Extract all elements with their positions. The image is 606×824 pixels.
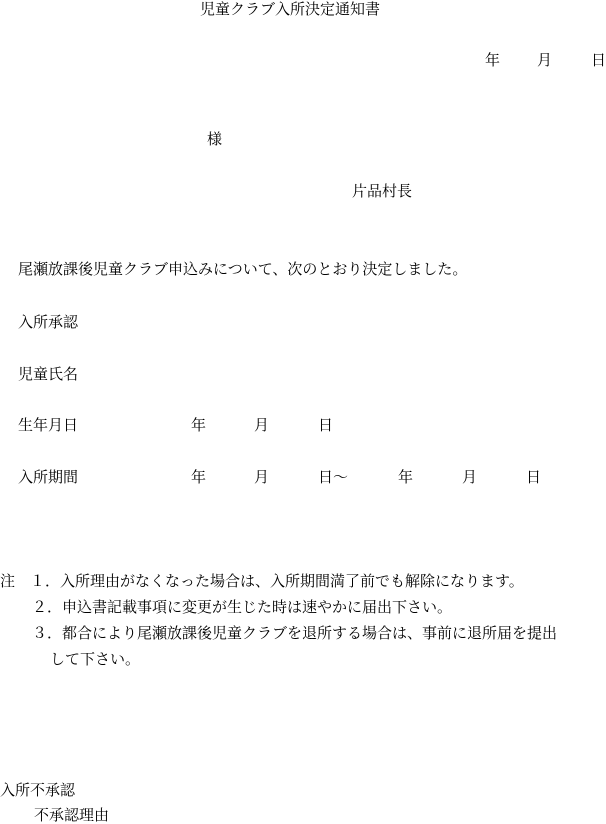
rejection-label: 入所不承認 <box>0 781 76 799</box>
period-end-year: 年 <box>398 468 414 486</box>
period-end-month: 月 <box>462 468 478 486</box>
child-name-label: 児童氏名 <box>18 365 79 383</box>
date-month-label: 月 <box>537 51 553 69</box>
document-title: 児童クラブ入所決定通知書 <box>200 0 381 18</box>
period-start-year: 年 <box>191 468 207 486</box>
note-2: ２．申込書記載事項に変更が生じた時は速やかに届出下さい。 <box>32 598 453 616</box>
period-start-month: 月 <box>254 468 270 486</box>
rejection-reason-label: 不承認理由 <box>34 806 110 824</box>
period-label: 入所期間 <box>18 468 79 486</box>
birth-date-year: 年 <box>191 416 207 434</box>
birth-date-day: 日 <box>318 416 334 434</box>
birth-date-label: 生年月日 <box>18 416 79 434</box>
date-day-label: 日 <box>591 51 606 69</box>
addressee-suffix: 様 <box>207 130 223 148</box>
intro-text: 尾瀬放課後児童クラブ申込みについて、次のとおり決定しました。 <box>18 260 468 278</box>
date-year-label: 年 <box>485 51 501 69</box>
admission-approved-label: 入所承認 <box>18 313 79 331</box>
period-start-day: 日～ <box>318 468 349 486</box>
period-end-day: 日 <box>526 468 542 486</box>
note-1: 注 １．入所理由がなくなった場合は、入所期間満了前でも解除になります。 <box>0 572 524 590</box>
sender-name: 片品村長 <box>352 182 413 200</box>
birth-date-month: 月 <box>254 416 270 434</box>
note-3-line-2: して下さい。 <box>50 650 141 668</box>
note-3-line-1: ３．都合により尾瀬放課後児童クラブを退所する場合は、事前に退所届を提出 <box>32 624 558 642</box>
